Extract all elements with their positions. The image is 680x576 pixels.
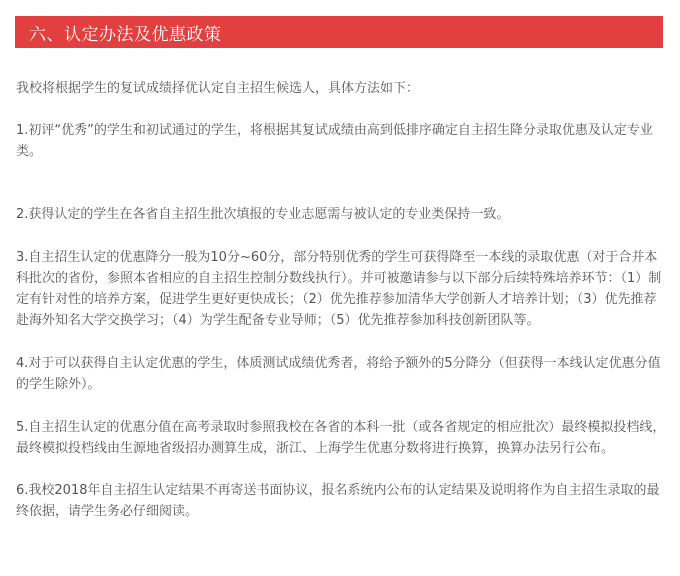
paragraph-3: 3.自主招生认定的优惠降分一般为10分~60分，部分特别优秀的学生可获得降至一本线的录取优惠（对于合并本科批次的省份，参照本省相应的自主招生控制分数线执行）。并可被邀请参与以下部分后续特殊培养环节：（1）制定有针对性的培养方案，促进学生更好更快成长；（2）优先推荐参加清华大学创新人才培养计划；（3）优先推荐赴海外知名大学交换学习；（4）为学生配备专业导师；（5）优先推荐参加科技创新团队等。 [16,250,662,328]
paragraph-1: 1.初评“优秀”的学生和初试通过的学生，将根据其复试成绩由高到低排序确定自主招生降分录取优惠及认定专业类。 [16,123,653,159]
paragraph-4: 4.对于可以获得自主认定优惠的学生，体质测试成绩优秀者，将给予额外的5分降分（但获得一本线认定优惠分值的学生除外）。 [16,356,661,392]
intro-paragraph: 我校将根据学生的复试成绩择优认定自主招生候选人，具体方法如下： [16,81,420,96]
section-title: 六、认定办法及优惠政策 [29,24,222,45]
paragraph-5: 5.自主招生认定的优惠分值在高考录取时参照我校在各省的本科一批（或各省规定的相应批次）最终模拟投档线，最终模拟投档线由生源地省级招办测算生成，浙江、上海学生优惠分数将进行换算，换算办法另行公布。 [16,420,666,456]
section-header-bar [15,16,663,48]
article-body [16,78,668,522]
paragraph-6: 6.我校2018年自主招生认定结果不再寄送书面协议，报名系统内公布的认定结果及说明将作为自主招生录取的最终依据，请学生务必仔细阅读。 [16,483,660,519]
paragraph-2: 2.获得认定的学生在各省自主招生批次填报的专业志愿需与被认定的专业类保持一致。 [16,207,510,222]
